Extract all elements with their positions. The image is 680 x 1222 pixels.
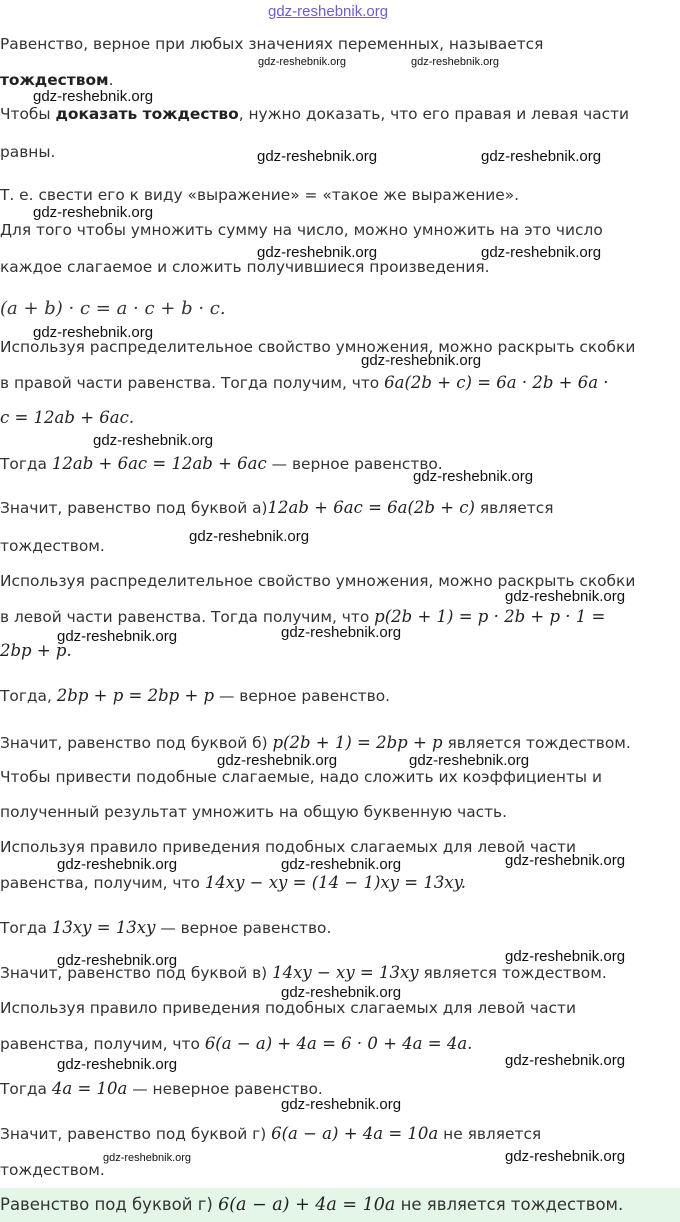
watermark: gdz-reshebnik.org	[57, 628, 178, 645]
part-b-then-math: 2bp + p = 2bp + p	[56, 686, 215, 705]
part-a-then	[0, 454, 443, 474]
watermark: gdz-reshebnik.org	[33, 88, 154, 105]
part-v-concl-pre: Значит, равенство под буквой в)	[0, 964, 273, 982]
answer-math: 6(a − a) + 4a = 10a	[218, 1195, 396, 1215]
part-a-then-math: 12ab + 6ac = 12ab + 6ac	[51, 454, 267, 473]
watermark: gdz-reshebnik.org	[257, 148, 378, 165]
site-header-link[interactable]: gdz-reshebnik.org	[268, 3, 389, 20]
definition-term-line	[0, 70, 114, 90]
definition-term-end: .	[108, 71, 114, 89]
part-a-concl-pre: Значит, равенство под буквой а)	[0, 499, 268, 517]
part-b-then	[0, 686, 390, 706]
part-b-line-2-text: в левой части равенства. Тогда получим, что	[0, 608, 375, 626]
part-v-line-2-text: равенства, получим, что	[0, 874, 205, 892]
part-a-conclusion-2: тождеством.	[0, 537, 105, 555]
part-a-line-1: Используя распределительное свойство умножения, можно раскрыть скобки	[0, 338, 636, 356]
prove-post: , нужно доказать, что его правая и левая части	[238, 105, 630, 123]
watermark: gdz-reshebnik.org	[409, 752, 530, 769]
part-a-line-2-math: 6a(2b + c) = 6a · 2b + 6a ·	[384, 373, 609, 392]
part-v-concl-math: 14xy − xy = 13xy	[272, 963, 419, 982]
part-a-line-2	[0, 373, 609, 393]
part-b-conclusion	[0, 733, 631, 753]
part-a-line-2-text: в правой части равенства. Тогда получим, что	[0, 374, 385, 392]
watermark: gdz-reshebnik.org	[505, 852, 626, 869]
watermark: gdz-reshebnik.org	[57, 952, 178, 969]
part-g-then-math: 4a = 10a	[51, 1079, 128, 1098]
part-b-concl-pre: Значит, равенство под буквой б)	[0, 734, 273, 752]
part-v-then-pre: Тогда	[0, 919, 52, 937]
distributive-formula: (a + b) · c = a · c + b · c.	[0, 298, 226, 319]
watermark: gdz-reshebnik.org	[505, 1148, 626, 1165]
part-g-then-post: — неверное равенство.	[127, 1080, 323, 1098]
watermark: gdz-reshebnik.org	[505, 948, 626, 965]
part-v-line-1: Используя правило приведения подобных слагаемых для левой части	[0, 838, 576, 856]
part-a-line-3-math: c = 12ab + 6ac.	[0, 408, 135, 427]
part-v-line-2-math: 14xy − xy = (14 − 1)xy = 13xy.	[204, 873, 466, 892]
watermark: gdz-reshebnik.org	[281, 624, 402, 641]
part-g-then	[0, 1079, 323, 1099]
part-g-conclusion-2: тождеством.	[0, 1161, 105, 1179]
watermark: gdz-reshebnik.org	[57, 856, 178, 873]
part-g-concl-post: не является	[438, 1125, 542, 1143]
answer-box	[0, 1188, 680, 1222]
part-b-concl-post: является тождеством.	[442, 734, 631, 752]
part-a-concl-math: 12ab + 6ac = 6a(2b + c)	[267, 498, 475, 517]
prove-bold: доказать тождество	[55, 105, 239, 123]
watermark: gdz-reshebnik.org	[505, 588, 626, 605]
watermark: gdz-reshebnik.org	[281, 856, 402, 873]
watermark: gdz-reshebnik.org	[361, 352, 482, 369]
part-g-concl-pre: Значит, равенство под буквой г)	[0, 1125, 272, 1143]
watermark: gdz-reshebnik.org	[481, 244, 602, 261]
part-a-conclusion	[0, 498, 553, 518]
part-a-then-post: — верное равенство.	[266, 455, 443, 473]
part-b-line-3-math: 2bp + p.	[0, 641, 72, 660]
definition-line: Равенство, верное при любых значениях переменных, называется	[0, 35, 544, 53]
part-b-then-post: — верное равенство.	[214, 687, 391, 705]
watermark: gdz-reshebnik.org	[217, 752, 338, 769]
definition-term: тождеством	[0, 71, 109, 89]
watermark: gdz-reshebnik.org	[258, 56, 347, 68]
watermark: gdz-reshebnik.org	[505, 1052, 626, 1069]
watermark: gdz-reshebnik.org	[481, 148, 602, 165]
watermark: gdz-reshebnik.org	[411, 56, 500, 68]
part-v-concl-post: является тождеством.	[418, 964, 607, 982]
part-g-concl-math: 6(a − a) + 4a = 10a	[271, 1124, 439, 1143]
part-g-line-2-text: равенства, получим, что	[0, 1035, 205, 1053]
watermark: gdz-reshebnik.org	[33, 324, 154, 341]
part-g-conclusion	[0, 1124, 541, 1144]
part-v-then	[0, 918, 331, 938]
watermark: gdz-reshebnik.org	[281, 1096, 402, 1113]
prove-line	[0, 104, 629, 124]
answer-pre: Равенство под буквой г)	[0, 1195, 219, 1214]
watermark: gdz-reshebnik.org	[33, 204, 154, 221]
part-g-line-2	[0, 1034, 472, 1054]
part-g-then-pre: Тогда	[0, 1080, 52, 1098]
part-b-line-1: Используя распределительное свойство умножения, можно раскрыть скобки	[0, 572, 636, 590]
prove-line-2: равны.	[0, 143, 56, 161]
watermark: gdz-reshebnik.org	[257, 244, 378, 261]
prove-line-3: Т. е. свести его к виду «выражение» = «такое же выражение».	[0, 186, 520, 204]
like-terms-line-1: Чтобы привести подобные слагаемые, надо сложить их коэффициенты и	[0, 768, 602, 786]
part-b-concl-math: p(2b + 1) = 2bp + p	[272, 733, 443, 752]
part-v-then-math: 13xy = 13xy	[51, 918, 156, 937]
part-b-line-2-math: p(2b + 1) = p · 2b + p · 1 =	[374, 607, 606, 626]
like-terms-line-2: полученный результат умножить на общую буквенную часть.	[0, 803, 508, 821]
part-a-then-pre: Тогда	[0, 455, 52, 473]
watermark: gdz-reshebnik.org	[189, 528, 310, 545]
distributive-line-1: Для того чтобы умножить сумму на число, можно умножить на это число	[0, 221, 603, 239]
part-v-then-post: — верное равенство.	[155, 919, 332, 937]
watermark: gdz-reshebnik.org	[57, 1056, 178, 1073]
watermark: gdz-reshebnik.org	[103, 1152, 192, 1164]
watermark: gdz-reshebnik.org	[413, 468, 534, 485]
answer-post: не является тождеством.	[395, 1195, 624, 1214]
answer-text	[0, 1195, 623, 1215]
distributive-line-2: каждое слагаемое и сложить получившиеся произведения.	[0, 258, 490, 276]
prove-pre: Чтобы	[0, 105, 56, 123]
part-a-concl-post: является	[474, 499, 554, 517]
part-g-line-2-math: 6(a − a) + 4a = 6 · 0 + 4a = 4a.	[204, 1034, 473, 1053]
part-b-then-pre: Тогда,	[0, 687, 57, 705]
part-g-line-1: Используя правило приведения подобных слагаемых для левой части	[0, 999, 576, 1017]
part-v-line-2	[0, 873, 466, 893]
watermark: gdz-reshebnik.org	[281, 984, 402, 1001]
watermark: gdz-reshebnik.org	[93, 432, 214, 449]
part-a-line-3	[0, 408, 134, 428]
